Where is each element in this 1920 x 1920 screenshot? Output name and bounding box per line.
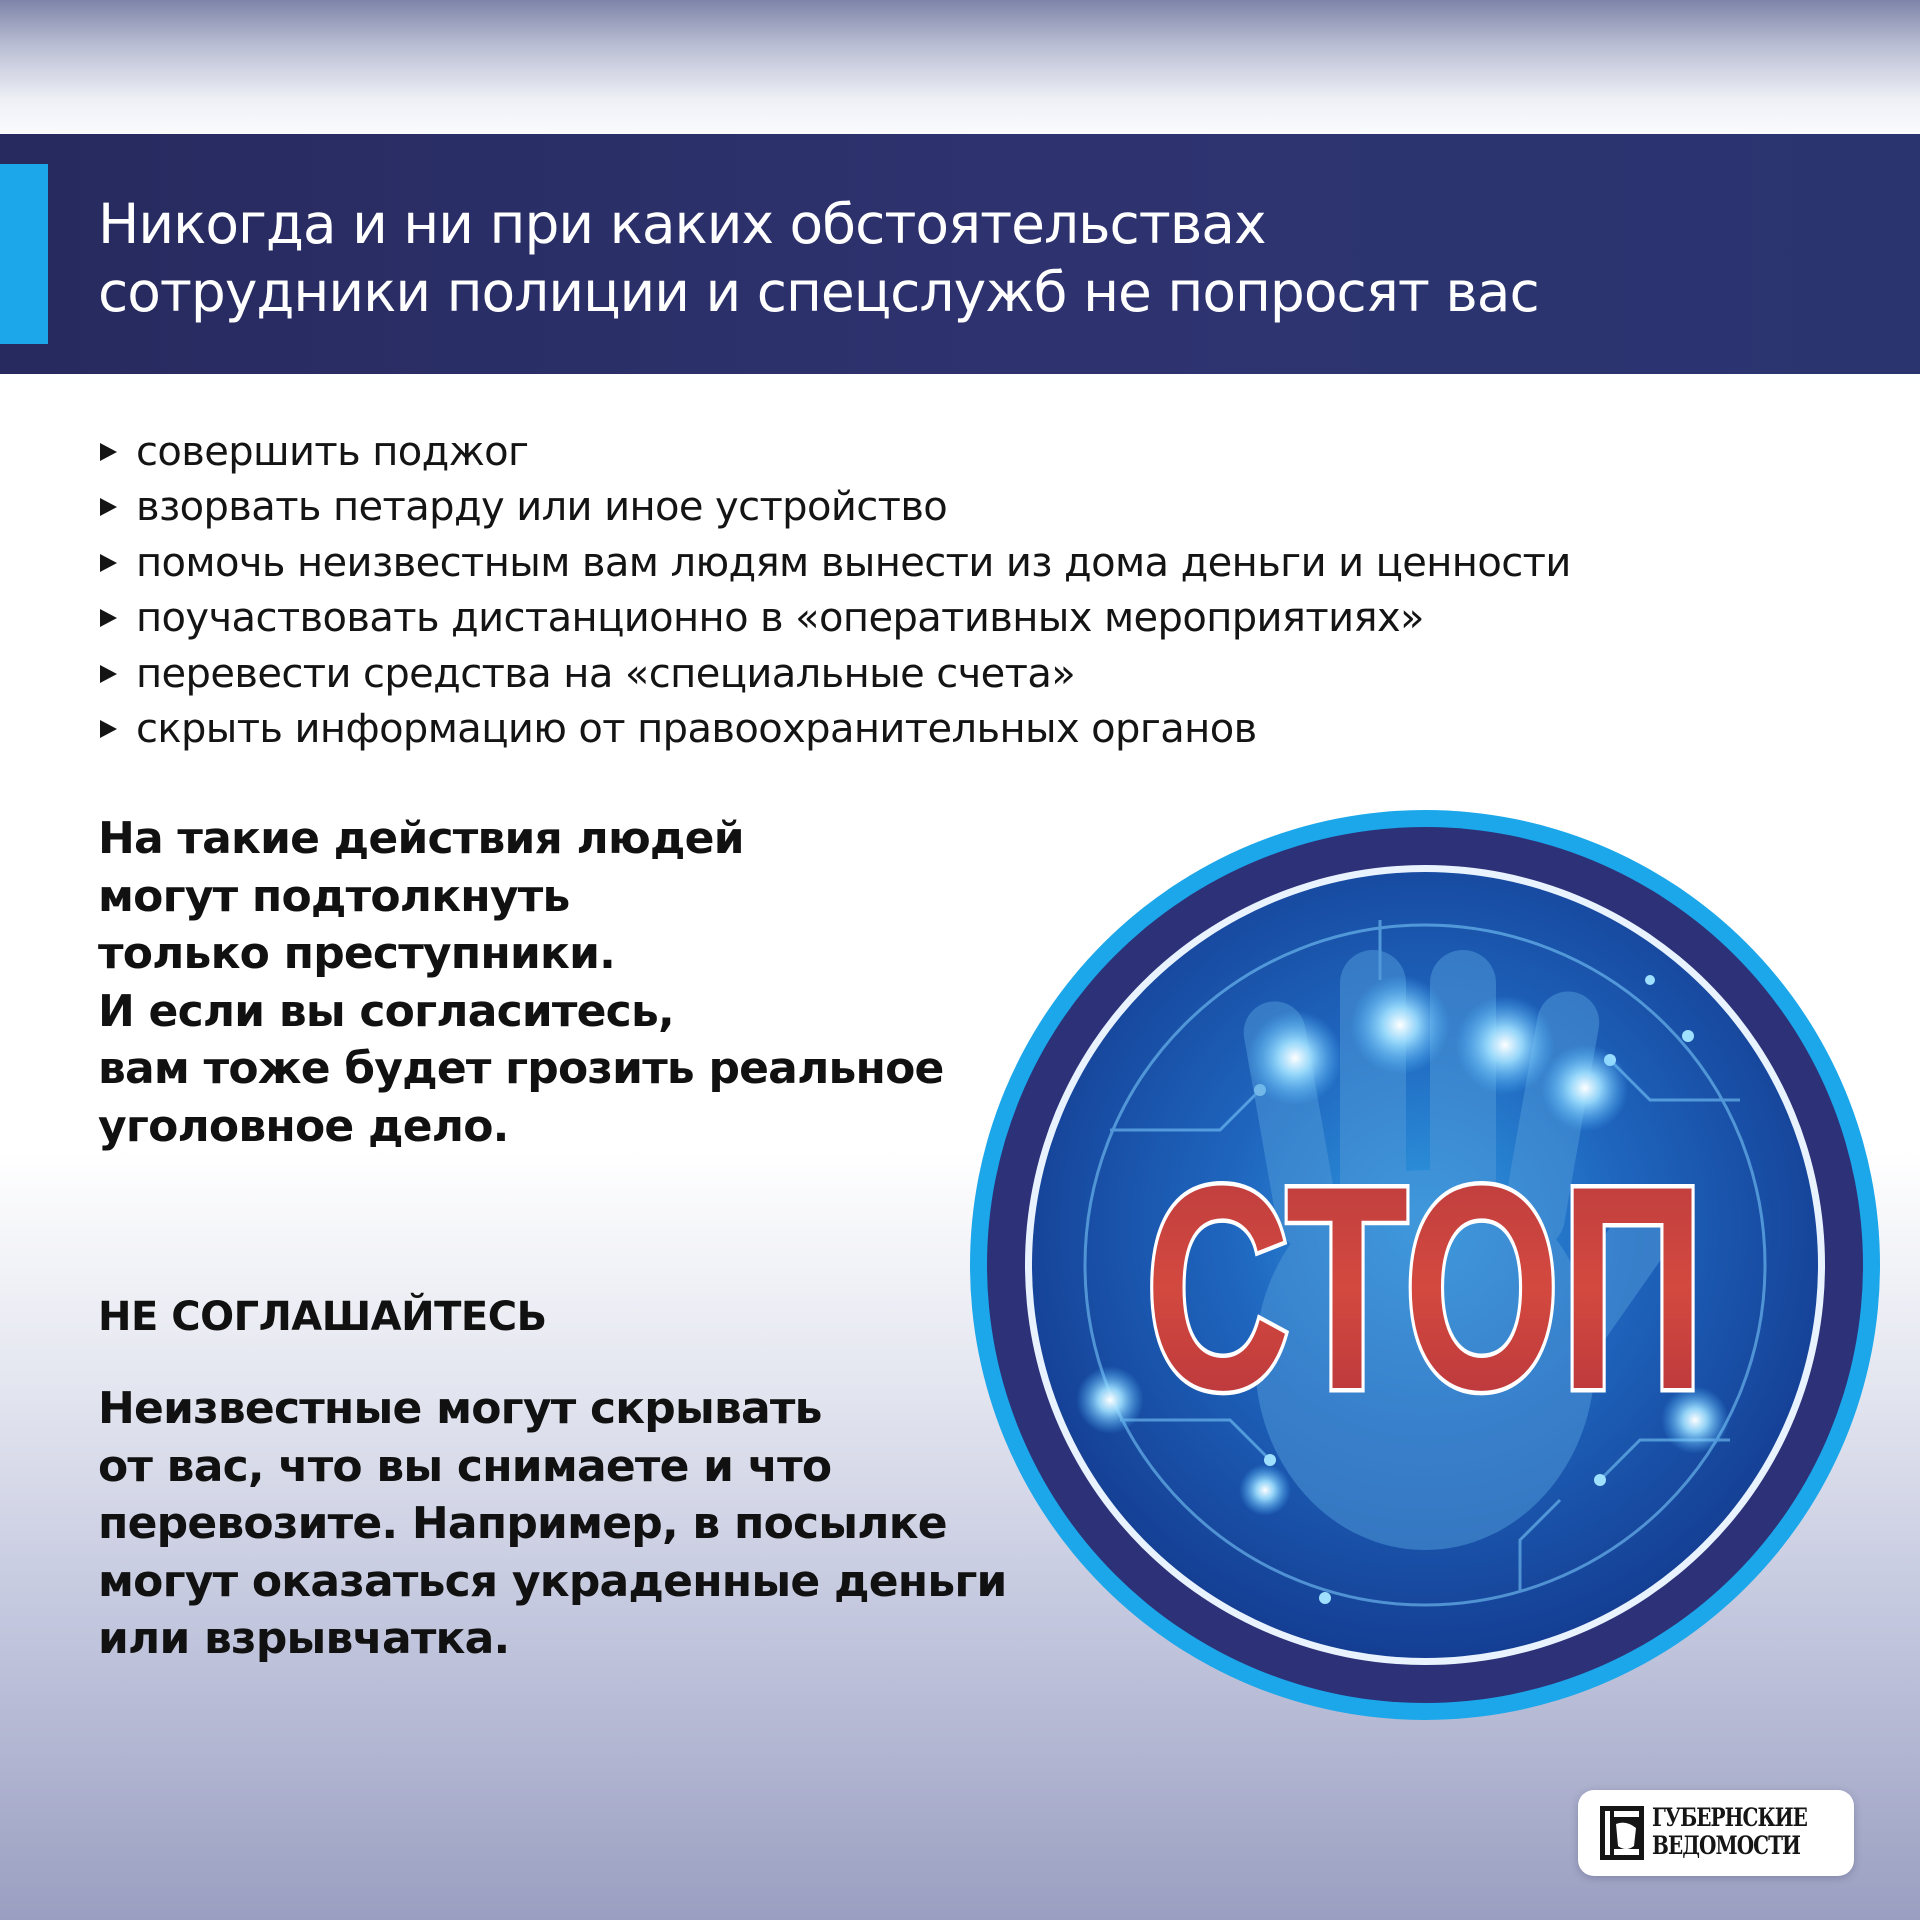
header-banner (0, 134, 1920, 374)
list-item-label: помочь неизвестным вам людям вынести из дома деньги и ценности (136, 539, 1571, 586)
triangle-right-icon (98, 719, 118, 739)
list-item-label: совершить поджог (136, 428, 529, 475)
triangle-right-icon (98, 664, 118, 684)
publisher-logo (1578, 1790, 1854, 1876)
triangle-right-icon (98, 608, 118, 628)
list-item (98, 480, 1798, 536)
logo-text (1652, 1804, 1812, 1860)
advice-heading: НЕ СОГЛАШАЙТЕСЬ (98, 1294, 547, 1340)
stop-emblem (960, 800, 1890, 1730)
list-item-label: взорвать петарду или иное устройство (136, 484, 948, 531)
list-item-label: поучаствовать дистанционно в «оперативных мероприятиях» (136, 595, 1424, 642)
list-item (98, 646, 1798, 702)
logo-line-2: ВЕДОМОСТИ (1652, 1831, 1800, 1860)
logo-line-1: ГУБЕРНСКИЕ (1652, 1803, 1807, 1832)
accent-bar (0, 164, 48, 344)
list-item (98, 591, 1798, 647)
newspaper-emblem-icon (1600, 1806, 1644, 1860)
warning-text: На такие действия людей могут подтолкнуть только преступники. И если вы согласитесь, вам тоже будет грозить реальное уголовное дело. (98, 813, 944, 1152)
list-item (98, 702, 1798, 758)
triangle-right-icon (98, 553, 118, 573)
stop-label: СТОП (1145, 1126, 1705, 1450)
list-item-label: скрыть информацию от правоохранительных органов (136, 706, 1257, 753)
triangle-right-icon (98, 442, 118, 462)
list-item (98, 424, 1798, 480)
page-title: Никогда и ни при каких обстоятельствах сотрудники полиции и спецслужб не попросят вас (98, 192, 1539, 324)
list-item (98, 535, 1798, 591)
triangle-right-icon (98, 497, 118, 517)
request-list (98, 424, 1798, 757)
advice-text: Неизвестные могут скрывать от вас, что вы снимаете и что перевозите. Например, в посылке могут оказаться украденные деньги или взрывчатка. (98, 1383, 1007, 1664)
list-item-label: перевести средства на «специальные счета» (136, 650, 1076, 697)
